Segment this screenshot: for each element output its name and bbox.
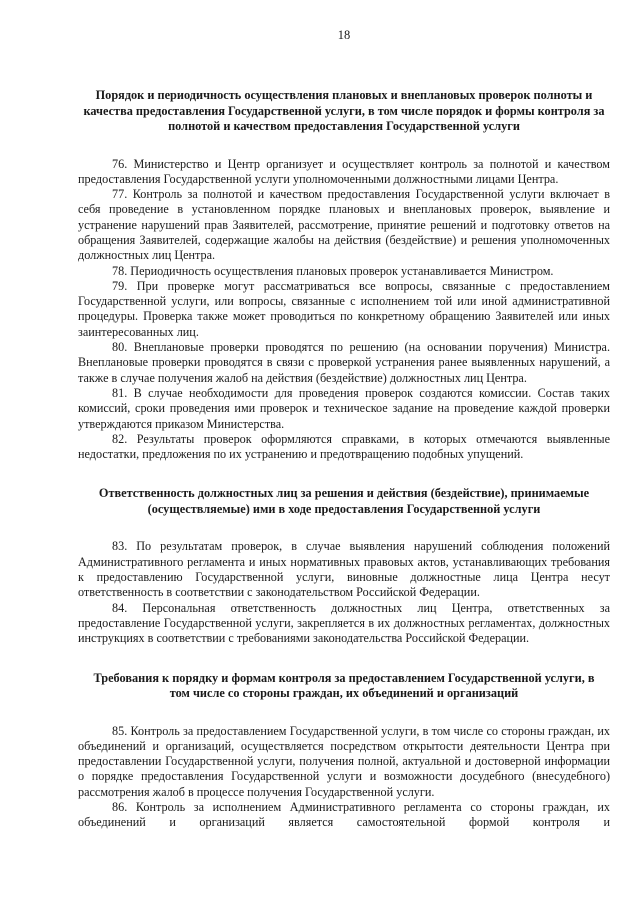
paragraph-81: 81. В случае необходимости для проведения проверок создаются комиссии. Состав таких комиссий, сроки проведения ими проверок и техническое задание на проведение каждой проверки утверждаются приказом Министерства. xyxy=(78,385,610,431)
paragraph-85: 85. Контроль за предоставлением Государственной услуги, в том числе со стороны граждан, их объединений и организаций, осуществляется посредством открытости деятельности Центра при предоставлении Государственной услуги, получения полной, актуальной и достоверной информации о порядке предоставления Государственной услуги и возможности досудебного (внесудебного) рассмотрения жалоб в процессе получения Государственной услуги. xyxy=(78,723,610,799)
section-responsibility xyxy=(78,486,610,646)
paragraph-82: 82. Результаты проверок оформляются справками, в которых отмечаются выявленные недостатки, предложения по их устранению и предотвращению подобных упущений. xyxy=(78,431,610,462)
paragraph-86: 86. Контроль за исполнением Административного регламента со стороны граждан, их объединений и организаций является самостоятельной формой контроля и xyxy=(78,800,610,830)
paragraph-84: 84. Персональная ответственность должностных лиц Центра, ответственных за предоставление Государственной услуги, закрепляется в их должностных регламентах, должностных инструкциях в соответствии с требованиями законодательства Российской Федерации. xyxy=(78,600,610,646)
section-spacer xyxy=(78,462,610,486)
paragraph-78: 78. Периодичность осуществления плановых проверок устанавливается Министром. xyxy=(112,263,554,278)
page-number: 18 xyxy=(337,28,351,42)
paragraph-79: 79. При проверке могут рассматриваться все вопросы, связанные с предоставлением Государственной услуги, или вопросы, связанные с исполнением той или иной административной процедуры. Проверка также может проводиться по конкретному обращению Заявителей или иных заинтересованных лиц. xyxy=(78,278,610,339)
section-heading: Ответственность должностных лиц за решения и действия (бездействие), принимаемые (осуществляемые) ими в ходе предоставления Государственной услуги xyxy=(98,486,590,516)
paragraph-77: 77. Контроль за полнотой и качеством предоставления Государственной услуги включает в себя проведение в установленном порядке плановых и внеплановых проверок, выявление и устранение нарушений прав Заявителей, рассмотрение, принятие решений и подготовку ответов на обращения Заявителей, содержащие жалобы на действия (бездействие) и решения уполномоченных должностных лиц Центра. xyxy=(78,187,610,263)
section-inspections xyxy=(78,88,610,462)
paragraph-80: 80. Внеплановые проверки проводятся по решению (на основании поручения) Министра. Внеплановые проверки проводятся в связи с проверкой устранения ранее выявленных нарушений, а также в случае получения жалоб на действия (бездействие) должностных лиц Центра. xyxy=(78,340,610,385)
section-spacer xyxy=(78,647,610,671)
section-heading: Требования к порядку и формам контроля за предоставлением Государственной услуги, в том числе со стороны граждан, их объединений и организаций xyxy=(93,670,595,701)
paragraph-76: 76. Министерство и Центр организует и осуществляет контроль за полнотой и качеством предоставления Государственной услуги уполномоченными должностными лицами Центра. xyxy=(78,156,610,186)
paragraph-83: 83. По результатам проверок, в случае выявления нарушений соблюдения положений Административного регламента и иных нормативных правовых актов, устанавливающих требования к предоставлению Государственной услуги, виновные должностные лица Центра несут ответственность в соответствии с законодательством Российской Федерации. xyxy=(78,539,610,600)
section-control-requirements xyxy=(78,671,610,831)
section-heading: Порядок и периодичность осуществления плановых и внеплановых проверок полноты и качества предоставления Государственной услуги, в том числе порядок и формы контроля за полнотой и качеством предоставления Государственной услуги xyxy=(83,88,605,133)
